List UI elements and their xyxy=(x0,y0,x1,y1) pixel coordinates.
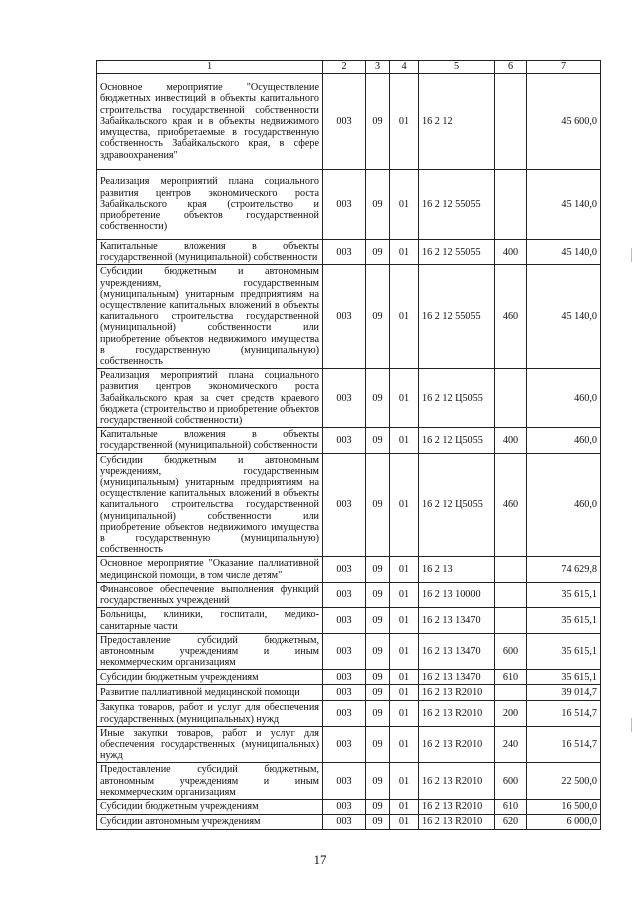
row-code-section: 09 xyxy=(366,428,390,453)
row-code-section: 09 xyxy=(366,799,390,814)
row-code-section: 09 xyxy=(366,240,390,265)
row-name: Предоставление субсидий бюджетным, автономным учреждениям и иным некоммерческим организациям xyxy=(97,633,323,670)
row-code-expense-type: 240 xyxy=(495,726,527,763)
row-code-subsection: 01 xyxy=(390,557,419,582)
row-name: Субсидии бюджетным учреждениям xyxy=(97,670,323,685)
row-code-subsection: 01 xyxy=(390,170,419,240)
column-header-1: 1 xyxy=(97,61,323,74)
budget-table xyxy=(96,60,601,830)
row-code-admin: 003 xyxy=(323,240,366,265)
row-code-subsection: 01 xyxy=(390,814,419,829)
row-code-section: 09 xyxy=(366,369,390,428)
column-header-6: 6 xyxy=(495,61,527,74)
row-amount: 35 615,1 xyxy=(527,608,601,633)
table-row xyxy=(97,240,601,265)
row-code-subsection: 01 xyxy=(390,74,419,170)
row-name: Основное мероприятие "Осуществление бюджетных инвестиций в объекты капитального строительства государственной собственности Забайкальского края и в объекты недвижимого имущества, приобретаемые в государственную собственность Забайкальского края, в сфере здравоохранения" xyxy=(97,74,323,170)
row-code-target: 16 2 12 Ц5055 xyxy=(419,369,495,428)
row-amount: 22 500,0 xyxy=(527,763,601,800)
row-name: Больницы, клиники, госпитали, медико-санитарные части xyxy=(97,608,323,633)
row-amount: 45 140,0 xyxy=(527,170,601,240)
row-code-target: 16 2 12 55055 xyxy=(419,240,495,265)
row-code-expense-type: 400 xyxy=(495,240,527,265)
column-header-4: 4 xyxy=(390,61,419,74)
row-code-admin: 003 xyxy=(323,814,366,829)
row-code-admin: 003 xyxy=(323,608,366,633)
table-row xyxy=(97,633,601,670)
row-code-target: 16 2 12 55055 xyxy=(419,265,495,369)
row-code-admin: 003 xyxy=(323,369,366,428)
row-code-target: 16 2 13 13470 xyxy=(419,633,495,670)
row-code-admin: 003 xyxy=(323,670,366,685)
row-amount: 6 000,0 xyxy=(527,814,601,829)
page-number: 17 xyxy=(313,852,327,867)
row-name: Субсидии бюджетным и автономным учреждениям, государственным (муниципальным) унитарным предприятиям на осуществление капитальных вложений в объекты капитального строительства государственной (муниципальной) собственности или приобретение объектов недвижимого имущества в государственную (муниципальную) собственность xyxy=(97,453,323,557)
row-code-expense-type xyxy=(495,557,527,582)
row-amount: 45 140,0 xyxy=(527,265,601,369)
row-code-target: 16 2 13 R2010 xyxy=(419,814,495,829)
row-code-admin: 003 xyxy=(323,557,366,582)
row-amount: 460,0 xyxy=(527,369,601,428)
row-code-section: 09 xyxy=(366,814,390,829)
row-code-expense-type: 600 xyxy=(495,633,527,670)
table-row xyxy=(97,799,601,814)
row-amount: 460,0 xyxy=(527,453,601,557)
row-name: Субсидии бюджетным и автономным учреждениям, государственным (муниципальным) унитарным предприятиям на осуществление капитальных вложений в объекты капитального строительства государственной (муниципальной) собственности или приобретение объектов недвижимого имущества в государственную (муниципальную) собственность xyxy=(97,265,323,369)
row-amount: 35 615,1 xyxy=(527,670,601,685)
row-code-target: 16 2 13 R2010 xyxy=(419,726,495,763)
row-amount: 35 615,1 xyxy=(527,633,601,670)
row-code-expense-type: 460 xyxy=(495,453,527,557)
row-code-target: 16 2 13 R2010 xyxy=(419,701,495,726)
row-code-expense-type xyxy=(495,74,527,170)
row-code-section: 09 xyxy=(366,763,390,800)
row-code-section: 09 xyxy=(366,608,390,633)
row-amount: 16 500,0 xyxy=(527,799,601,814)
row-code-target: 16 2 13 R2010 xyxy=(419,685,495,701)
row-code-admin: 003 xyxy=(323,74,366,170)
row-name: Субсидии автономным учреждениям xyxy=(97,814,323,829)
row-code-expense-type: 600 xyxy=(495,763,527,800)
row-code-admin: 003 xyxy=(323,582,366,607)
row-code-expense-type xyxy=(495,608,527,633)
row-code-admin: 003 xyxy=(323,763,366,800)
row-code-subsection: 01 xyxy=(390,685,419,701)
row-code-subsection: 01 xyxy=(390,799,419,814)
row-amount: 45 600,0 xyxy=(527,74,601,170)
row-name: Развитие паллиативной медицинской помощи xyxy=(97,685,323,701)
table-row xyxy=(97,170,601,240)
row-code-subsection: 01 xyxy=(390,670,419,685)
row-name: Субсидии бюджетным учреждениям xyxy=(97,799,323,814)
row-code-subsection: 01 xyxy=(390,240,419,265)
row-code-subsection: 01 xyxy=(390,608,419,633)
scan-edge-mark xyxy=(631,248,632,262)
row-code-admin: 003 xyxy=(323,633,366,670)
row-code-admin: 003 xyxy=(323,685,366,701)
row-amount: 16 514,7 xyxy=(527,701,601,726)
table-row xyxy=(97,814,601,829)
row-code-admin: 003 xyxy=(323,453,366,557)
table-row xyxy=(97,582,601,607)
row-name: Финансовое обеспечение выполнения функций государственных учреждений xyxy=(97,582,323,607)
row-code-admin: 003 xyxy=(323,265,366,369)
row-code-admin: 003 xyxy=(323,726,366,763)
column-header-3: 3 xyxy=(366,61,390,74)
row-code-admin: 003 xyxy=(323,170,366,240)
row-code-expense-type: 620 xyxy=(495,814,527,829)
row-code-target: 16 2 13 10000 xyxy=(419,582,495,607)
row-code-section: 09 xyxy=(366,557,390,582)
row-code-admin: 003 xyxy=(323,799,366,814)
row-code-section: 09 xyxy=(366,453,390,557)
row-code-expense-type: 610 xyxy=(495,670,527,685)
row-code-admin: 003 xyxy=(323,701,366,726)
row-code-subsection: 01 xyxy=(390,763,419,800)
row-code-subsection: 01 xyxy=(390,582,419,607)
row-code-expense-type xyxy=(495,170,527,240)
row-code-target: 16 2 12 Ц5055 xyxy=(419,453,495,557)
row-code-section: 09 xyxy=(366,685,390,701)
row-code-subsection: 01 xyxy=(390,701,419,726)
row-name: Капитальные вложения в объекты государственной (муниципальной) собственности xyxy=(97,240,323,265)
column-header-2: 2 xyxy=(323,61,366,74)
column-number-header-row xyxy=(97,61,601,74)
table-row xyxy=(97,453,601,557)
table-row xyxy=(97,608,601,633)
budget-table-body xyxy=(97,61,601,830)
row-name: Реализация мероприятий плана социального развития центров экономического роста Забайкальского края (строительство и приобретение объектов государственной собственности) xyxy=(97,170,323,240)
row-code-target: 16 2 13 13470 xyxy=(419,670,495,685)
row-code-section: 09 xyxy=(366,726,390,763)
table-row xyxy=(97,685,601,701)
row-code-subsection: 01 xyxy=(390,265,419,369)
row-code-expense-type xyxy=(495,685,527,701)
row-code-section: 09 xyxy=(366,74,390,170)
row-code-section: 09 xyxy=(366,633,390,670)
table-row xyxy=(97,701,601,726)
row-code-expense-type xyxy=(495,369,527,428)
row-code-target: 16 2 13 R2010 xyxy=(419,799,495,814)
row-code-expense-type: 610 xyxy=(495,799,527,814)
row-code-expense-type: 400 xyxy=(495,428,527,453)
column-header-5: 5 xyxy=(419,61,495,74)
row-amount: 45 140,0 xyxy=(527,240,601,265)
row-code-section: 09 xyxy=(366,265,390,369)
scan-edge-mark xyxy=(631,718,632,732)
row-amount: 39 014,7 xyxy=(527,685,601,701)
row-name: Закупка товаров, работ и услуг для обеспечения государственных (муниципальных) нужд xyxy=(97,701,323,726)
row-code-expense-type: 200 xyxy=(495,701,527,726)
table-row xyxy=(97,369,601,428)
row-name: Капитальные вложения в объекты государственной (муниципальной) собственности xyxy=(97,428,323,453)
table-row xyxy=(97,265,601,369)
row-amount: 35 615,1 xyxy=(527,582,601,607)
table-row xyxy=(97,428,601,453)
row-code-section: 09 xyxy=(366,582,390,607)
row-code-admin: 003 xyxy=(323,428,366,453)
row-code-section: 09 xyxy=(366,701,390,726)
table-row xyxy=(97,74,601,170)
row-code-expense-type: 460 xyxy=(495,265,527,369)
row-code-target: 16 2 13 R2010 xyxy=(419,763,495,800)
row-amount: 460,0 xyxy=(527,428,601,453)
row-name: Предоставление субсидий бюджетным, автономным учреждениям и иным некоммерческим организациям xyxy=(97,763,323,800)
row-name: Основное мероприятие "Оказание паллиативной медицинской помощи, в том числе детям" xyxy=(97,557,323,582)
column-header-7: 7 xyxy=(527,61,601,74)
row-code-target: 16 2 12 55055 xyxy=(419,170,495,240)
row-code-expense-type xyxy=(495,582,527,607)
row-name: Иные закупки товаров, работ и услуг для обеспечения государственных (муниципальных) нужд xyxy=(97,726,323,763)
row-code-subsection: 01 xyxy=(390,726,419,763)
row-amount: 74 629,8 xyxy=(527,557,601,582)
row-code-subsection: 01 xyxy=(390,633,419,670)
table-row xyxy=(97,763,601,800)
row-code-subsection: 01 xyxy=(390,369,419,428)
row-amount: 16 514,7 xyxy=(527,726,601,763)
row-code-target: 16 2 13 xyxy=(419,557,495,582)
row-code-section: 09 xyxy=(366,170,390,240)
row-code-section: 09 xyxy=(366,670,390,685)
row-code-subsection: 01 xyxy=(390,428,419,453)
row-name: Реализация мероприятий плана социального развития центров экономического роста Забайкальского края за счет средств краевого бюджета (строительство и приобретение объектов государственной собственности) xyxy=(97,369,323,428)
table-row xyxy=(97,557,601,582)
row-code-subsection: 01 xyxy=(390,453,419,557)
row-code-target: 16 2 12 Ц5055 xyxy=(419,428,495,453)
table-row xyxy=(97,726,601,763)
row-code-target: 16 2 13 13470 xyxy=(419,608,495,633)
table-row xyxy=(97,670,601,685)
row-code-target: 16 2 12 xyxy=(419,74,495,170)
